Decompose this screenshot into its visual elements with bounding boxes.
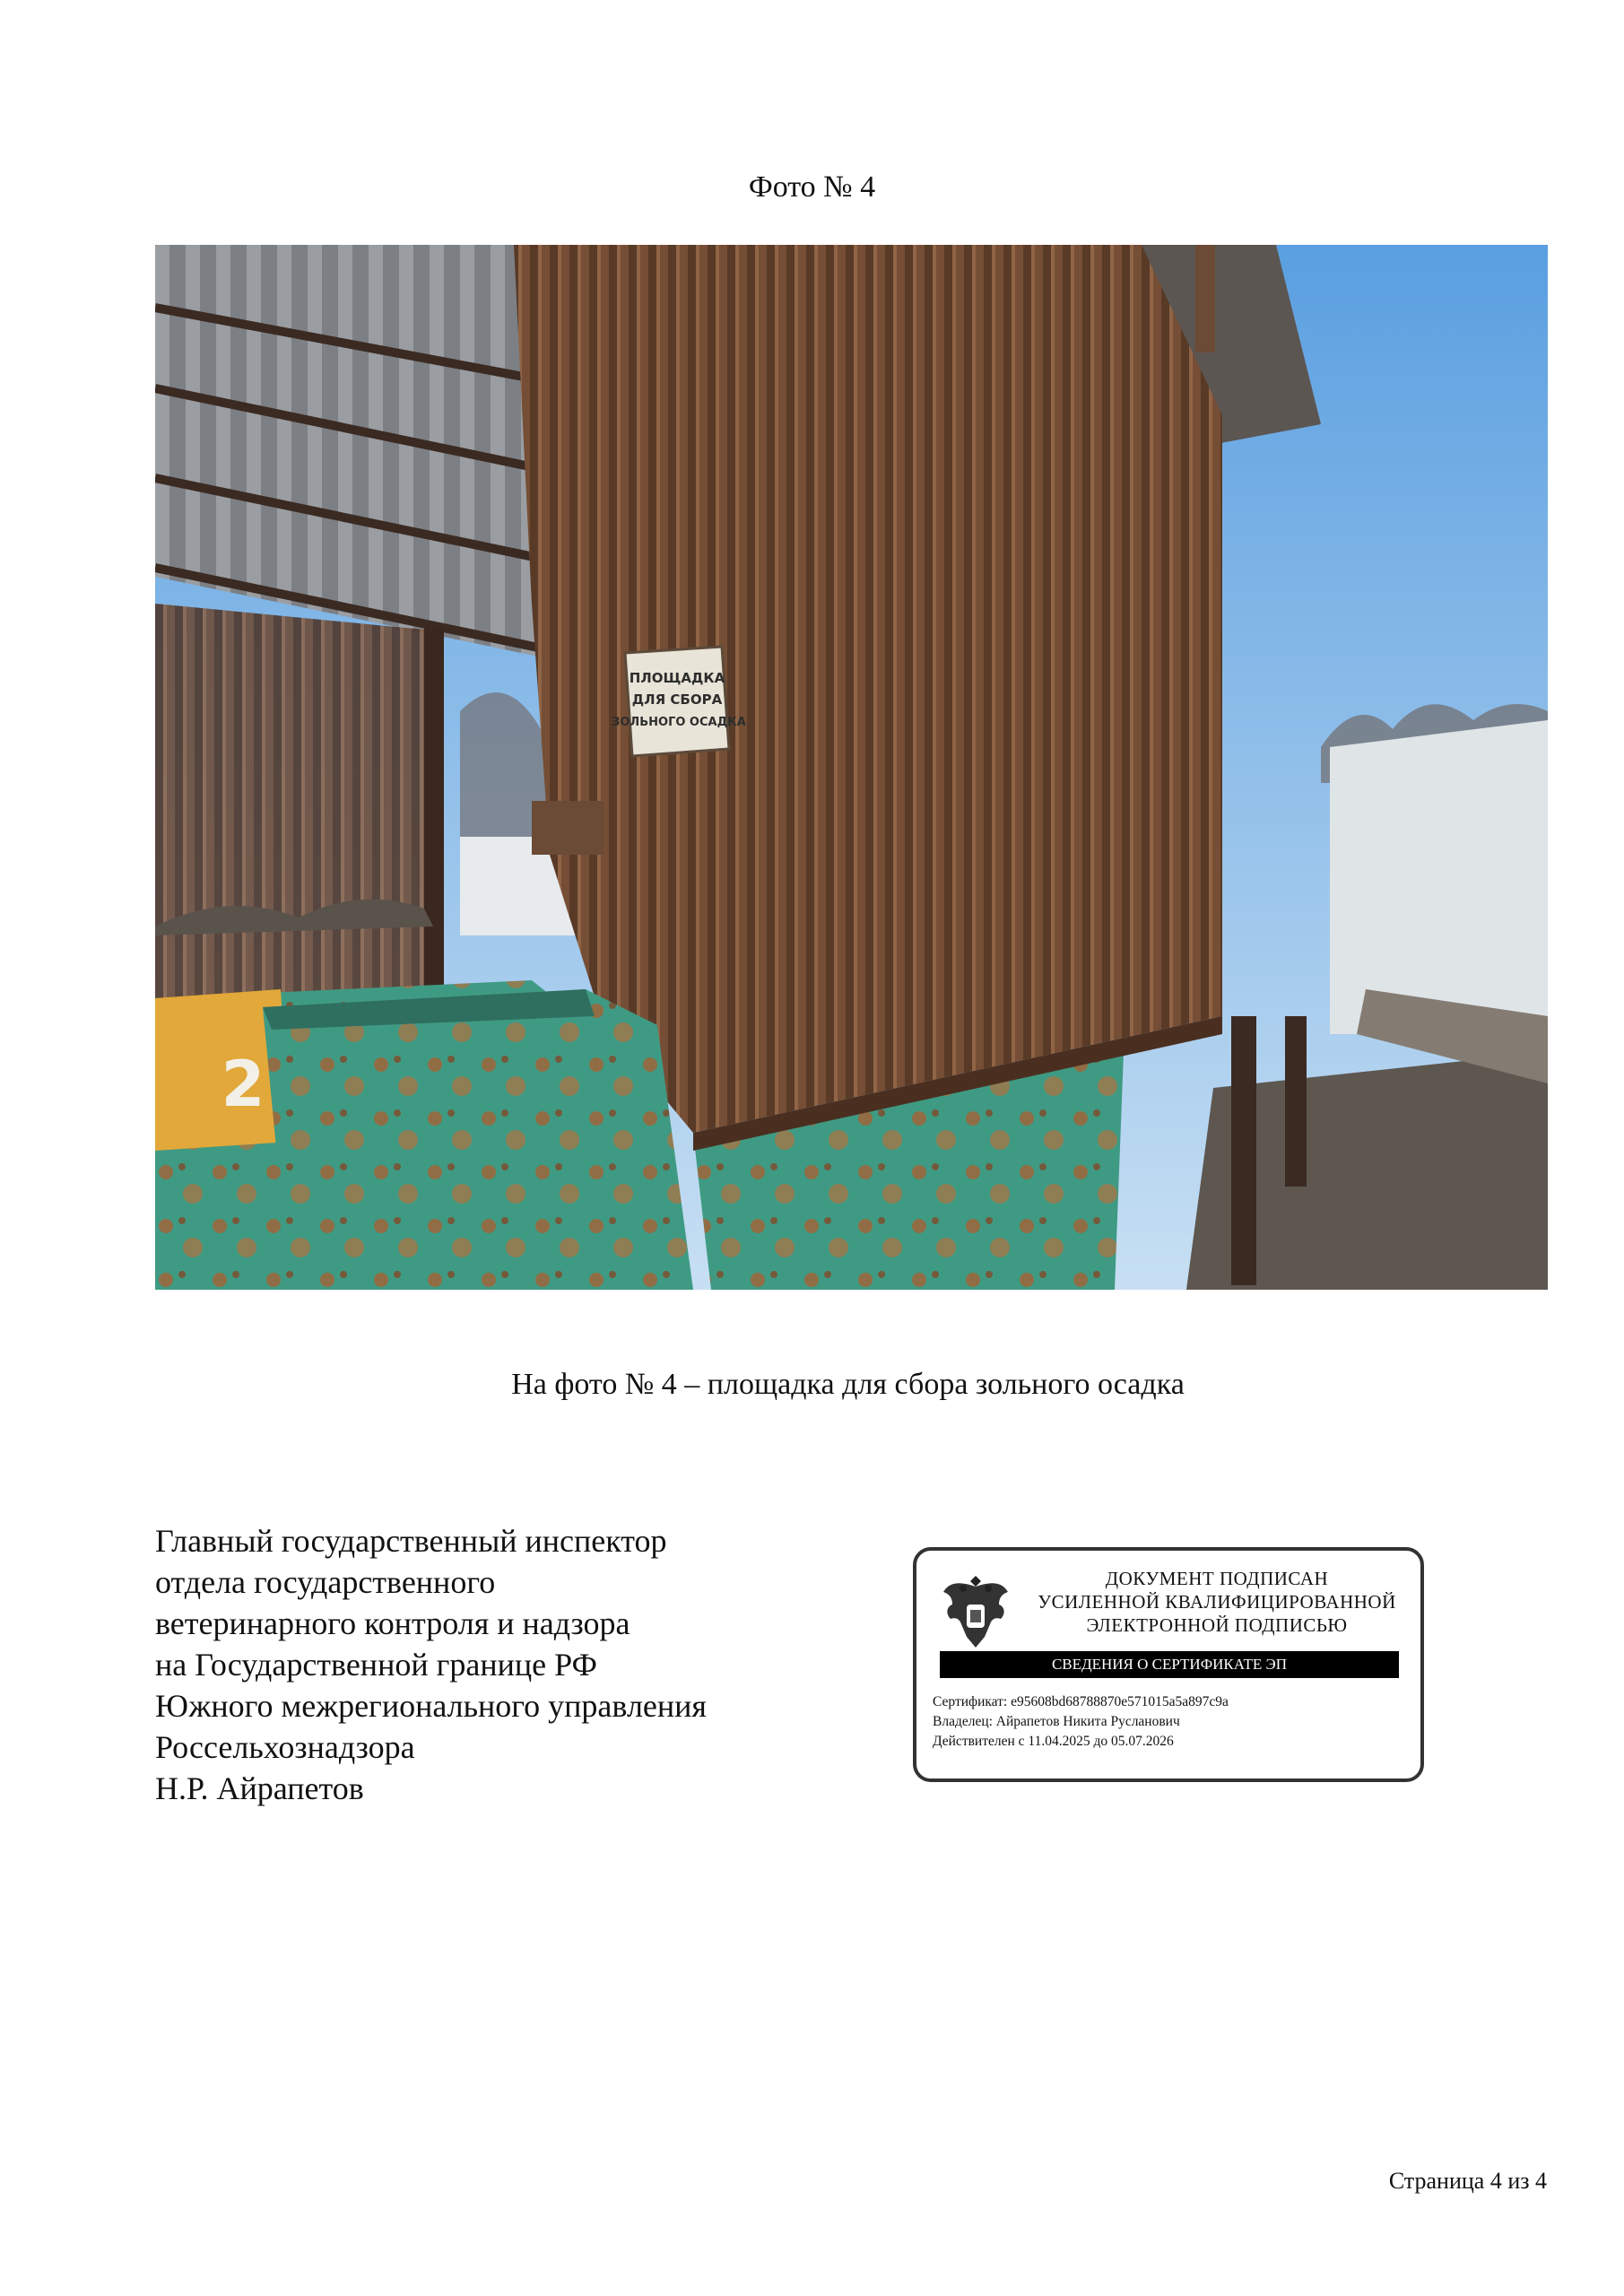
stamp-heading	[1024, 1567, 1410, 1637]
sign-line-2: ДЛЯ СБОРА	[631, 691, 723, 708]
certificate-owner: Владелец: Айрапетов Никита Русланович	[933, 1714, 1180, 1729]
sign-line-3: ЗОЛЬНОГО ОСАДКА	[612, 716, 746, 729]
signer-block	[155, 1520, 707, 1809]
coat-of-arms-icon	[940, 1570, 1012, 1653]
page-number: Страница 4 из 4	[1388, 2168, 1547, 2194]
photo-title: Фото № 4	[748, 170, 876, 204]
stamp-heading-line: ЭЛЕКТРОННОЙ ПОДПИСЬЮ	[1086, 1614, 1348, 1636]
e-signature-stamp	[913, 1547, 1424, 1782]
certificate-validity: Действителен с 11.04.2025 до 05.07.2026	[933, 1734, 1174, 1749]
signer-line: на Государственной границе РФ	[155, 1647, 597, 1683]
photo-caption: На фото № 4 – площадка для сбора зольного осадка	[511, 1368, 1185, 1401]
signer-line: Россельхознадзора	[155, 1729, 415, 1765]
signer-line: ветеринарного контроля и надзора	[155, 1605, 630, 1641]
stamp-heading-line: ДОКУМЕНТ ПОДПИСАН	[1105, 1568, 1329, 1589]
sign-line-1: ПЛОЩАДКА	[629, 670, 725, 686]
signer-line: Главный государственный инспектор	[155, 1523, 667, 1559]
signer-name: Н.Р. Айрапетов	[155, 1770, 364, 1806]
certificate-details	[933, 1692, 1229, 1752]
inspection-photo	[155, 245, 1548, 1290]
container-number: 2	[221, 1048, 265, 1121]
certificate-info-bar: СВЕДЕНИЯ О СЕРТИФИКАТЕ ЭП	[940, 1651, 1399, 1678]
certificate-id: Сертификат: e95608bd68788870e571015a5a897c9a	[933, 1694, 1229, 1709]
stamp-heading-line: УСИЛЕННОЙ КВАЛИФИЦИРОВАННОЙ	[1038, 1591, 1396, 1613]
signer-line: Южного межрегионального управления	[155, 1688, 707, 1724]
signer-line: отдела государственного	[155, 1564, 496, 1600]
